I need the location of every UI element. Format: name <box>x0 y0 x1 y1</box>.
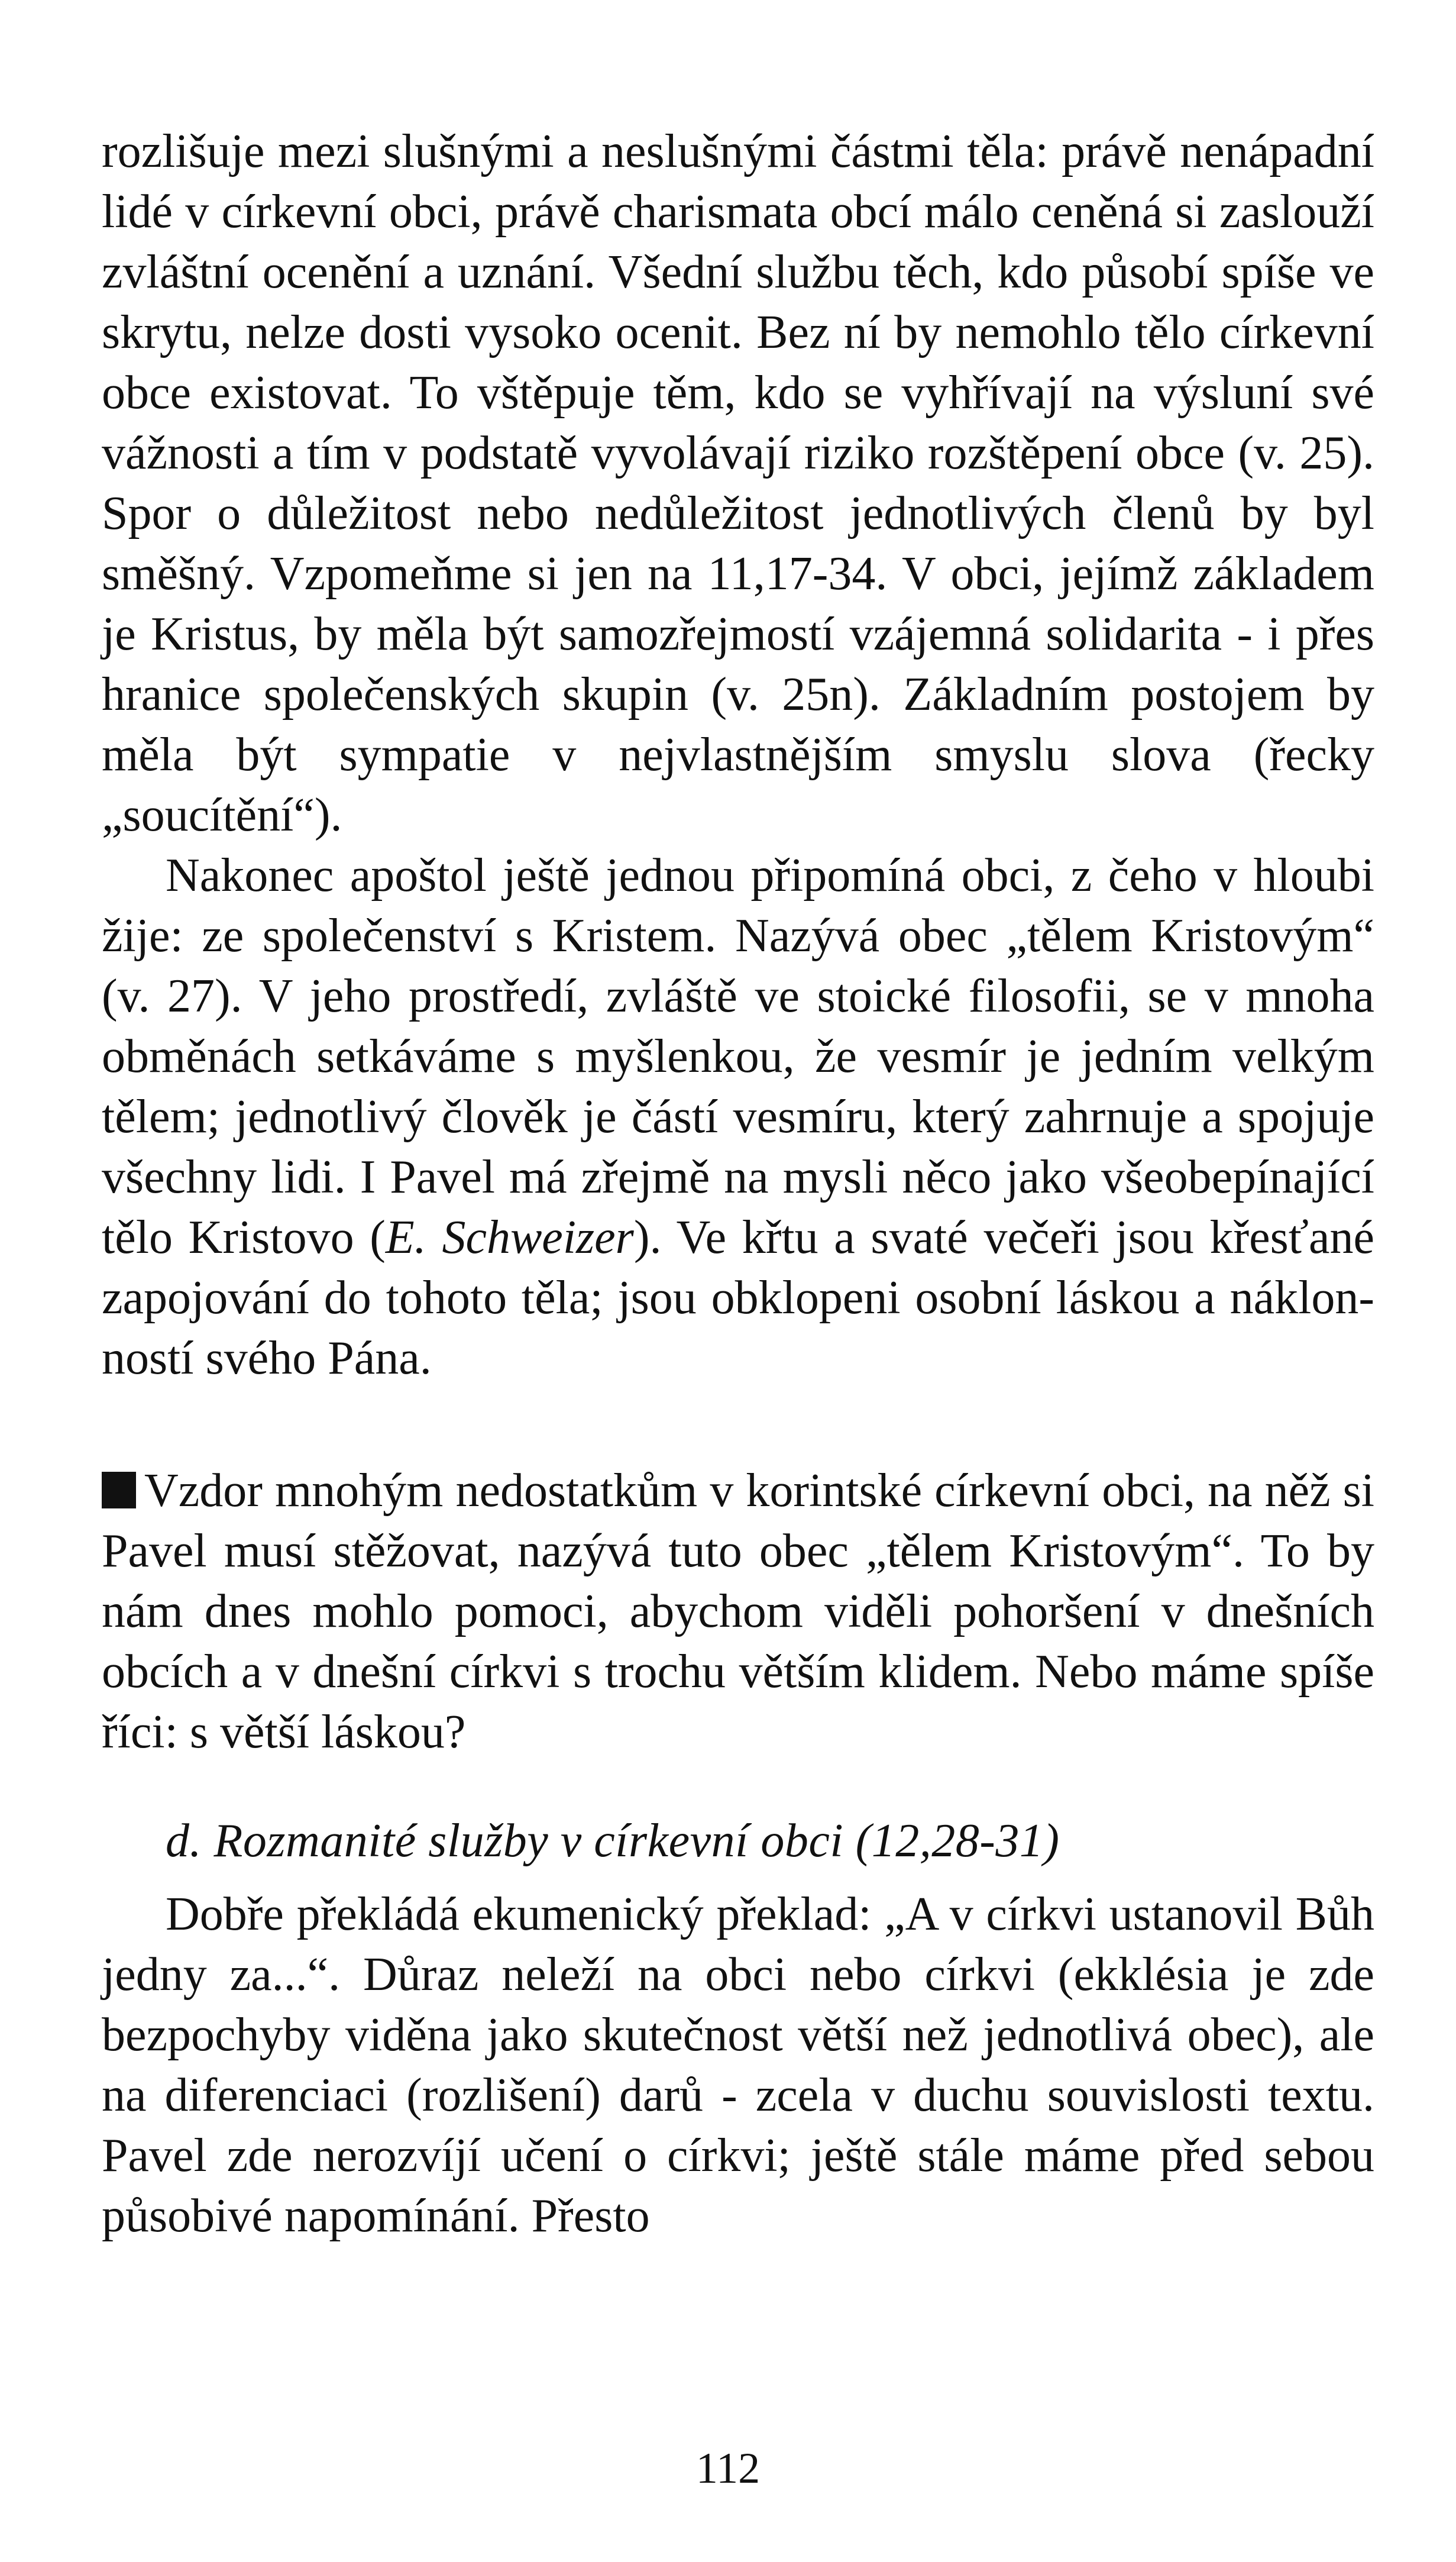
author-citation: E. Schweizer <box>385 1211 634 1264</box>
black-square-icon <box>102 1472 136 1508</box>
paragraph-text-end: ). Ve křtu a svaté večeři jsou křesťané zapojování do tohoto těla; jsou obklopeni osobní láskou a náklonností svého Pána. <box>102 1211 1374 1384</box>
page-number: 112 <box>695 2444 761 2493</box>
reflection-note-text: Vzdor mnohým nedostatkům v korintské církevní obci, na něž si Pavel musí stěžovat, nazývá tuto obec „tělem Kristovým“. To by nám dnes mohlo pomoci, abychom viděli pohoršení v dnešních obcích a v dnešní církvi s trochu větším klidem. Nebo máme spíše říci: s větší láskou? <box>102 1465 1374 1758</box>
paragraph-services: Dobře překládá ekumenický překlad: „A v církvi ustanovil Bůh jedny za...“. Důraz neleží na obci nebo církvi (ekklésia je zde bezpochyby viděna jako skutečnost větší než jednotlivá obec), ale na diferenciaci (rozlišení) darů - zcela v duchu souvislosti textu. Pavel zde nerozvíjí učení o církvi; ještě stále máme před sebou působivé napomínání. Přesto <box>102 1888 1374 2242</box>
section-heading: d. Rozmanité služby v církevní obci (12,28-31) <box>166 1815 1060 1867</box>
page-body <box>102 121 1374 2246</box>
reflection-note <box>102 1461 1374 1762</box>
paragraph-continued: rozlišuje mezi slušnými a neslušnými částmi těla: právě nenápadní lidé v církevní obci, právě charismata obcí málo ceněná si zaslouží zvláštní ocenění a uznání. Všední službu těch, kdo působí spíše ve skrytu, nelze dosti vysoko ocenit. Bez ní by nemohlo tělo církevní obce existovat. To vštěpuje těm, kdo se vyhřívají na výsluní své vážnosti a tím v podstatě vyvolávají riziko rozštěpení obce (v. 25). Spor o důležitost nebo nedůležitost jednotlivých členů by byl směšný. Vzpomeňme si jen na 11,17-34. V obci, jejímž základem je Kristus, by měla být samozřejmostí vzájemná solidarita - i přes hranice společenských skupin (v. 25n). Základním postojem by měla být sympatie v nejvlastnějším smyslu slova (řecky „soucítění“). <box>102 125 1374 841</box>
paragraph-body-of-christ <box>102 845 1374 1388</box>
paragraph-text-start: Nakonec apoštol ještě jednou připomíná obci, z čeho v hloubi žije: ze společenství s Kristem. Nazývá obec „tělem Kristovým“ (v. 27). V jeho prostředí, zvláště ve stoické filosofii, se v mnoha obměnách setkáváme s myšlenkou, že vesmír je jedním velkým tělem; jednotlivý člověk je částí vesmíru, který zahrnuje a spojuje všechny lidi. I Pavel má zřejmě na mysli něco jako všeobepínající tělo Kristovo ( <box>102 849 1374 1264</box>
